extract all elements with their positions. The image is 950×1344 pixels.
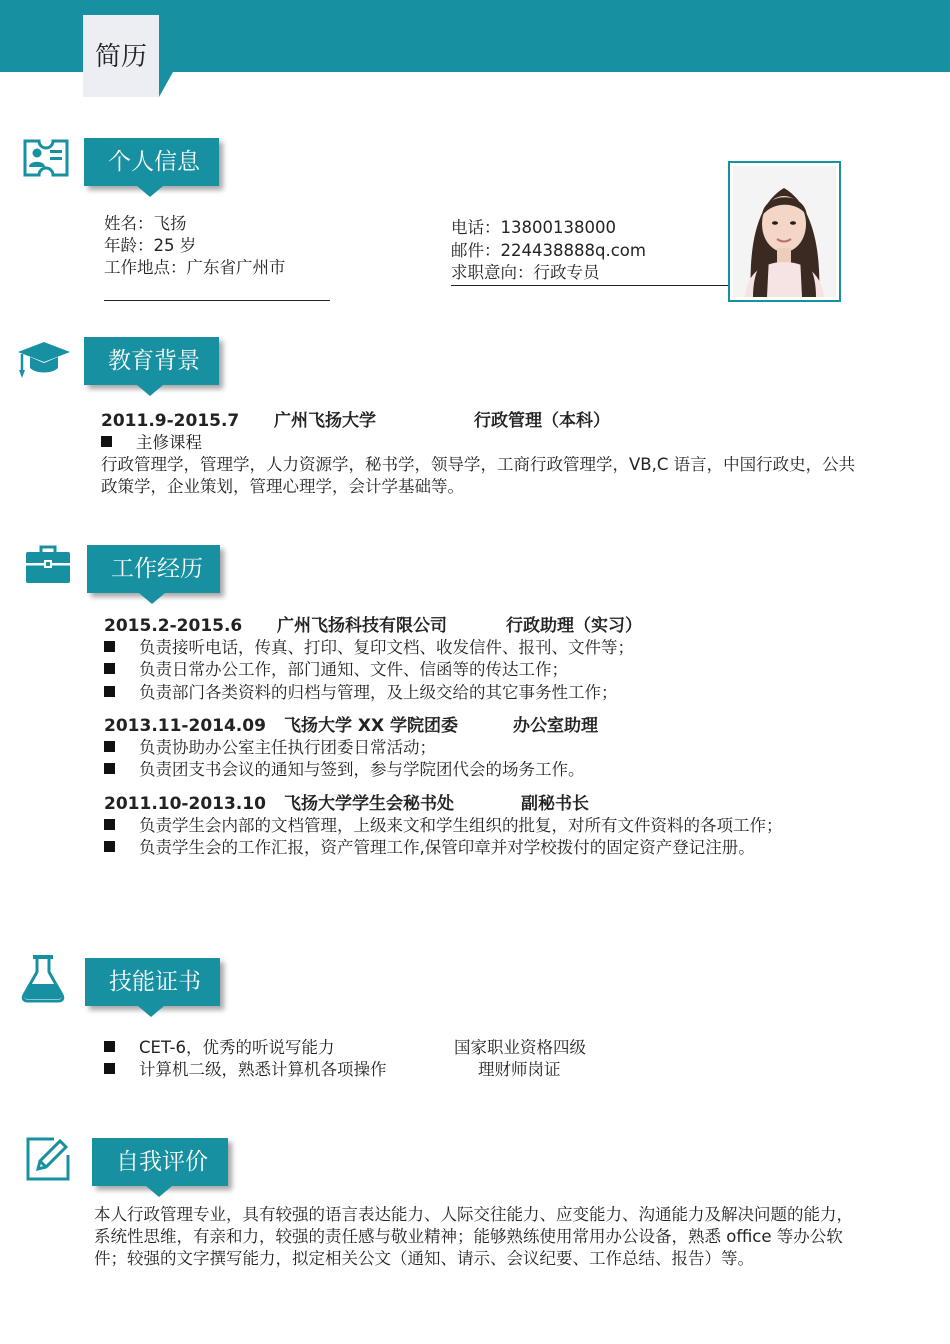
bullet-square: [104, 841, 115, 852]
header-tab-corner: [159, 72, 173, 97]
edu-major: 行政管理（本科）: [474, 411, 610, 431]
divider-line: [104, 300, 330, 301]
job-duty: [104, 659, 568, 681]
job-duty-text: 负责学生会内部的文档管理，上级来文和学生组织的批复，对所有文件资料的各项工作；: [139, 816, 783, 835]
personal-age: 年龄：25 岁: [104, 236, 197, 255]
id-card-icon: [22, 136, 70, 178]
self-evaluation-line: 本人行政管理专业，具有较强的语言表达能力、人际交往能力、应变能力、沟通能力及解决问题的能力，: [94, 1205, 853, 1224]
job-duty-text: 负责学生会的工作汇报，资产管理工作,保管印章并对学校拨付的固定资产登记注册。: [139, 838, 755, 857]
course-heading-text: 主修课程: [136, 433, 202, 452]
job-role: 办公室助理: [513, 716, 598, 736]
edit-icon: [24, 1135, 72, 1183]
flask-icon: [21, 953, 65, 1003]
graduation-cap-icon: [16, 336, 72, 380]
job-role: 行政助理（实习）: [506, 616, 642, 636]
job-duty-text: 负责日常办公工作，部门通知、文件、信函等的传达工作；: [139, 660, 568, 679]
section-notch: [138, 1006, 164, 1017]
job-org: 飞扬大学学生会秘书处: [284, 794, 454, 814]
personal-name: 姓名：飞扬: [104, 214, 187, 233]
bullet-square: [104, 819, 115, 830]
job-duty: [104, 682, 618, 704]
profile-photo: [728, 161, 841, 302]
job-duty: [104, 837, 755, 859]
job-duty-text: 负责协助办公室主任执行团委日常活动；: [139, 738, 436, 757]
edu-courses-line: 行政管理学，管理学，人力资源学，秘书学，领导学，工商行政管理学，VB,C 语言，中国行政史，公共: [101, 455, 856, 474]
job-duty: [104, 637, 634, 659]
section-header-work: 工作经历: [87, 545, 220, 593]
job-role: 副秘书长: [521, 794, 589, 814]
personal-email: 邮件：224438888q.com: [451, 241, 646, 260]
job-period: 2015.2-2015.6: [104, 616, 243, 636]
personal-phone: 电话：13800138000: [451, 218, 616, 237]
skill-item: [104, 1059, 387, 1081]
job-org: 广州飞扬科技有限公司: [277, 616, 447, 636]
edu-course-heading: [101, 432, 202, 454]
skill-text: 计算机二级，熟悉计算机各项操作: [139, 1060, 387, 1079]
edu-school: 广州飞扬大学: [274, 411, 376, 431]
job-duty-text: 负责部门各类资料的归档与管理，及上级交给的其它事务性工作；: [139, 683, 618, 702]
self-evaluation-line: 系统性思维，有亲和力，较强的责任感与敬业精神；能够熟练使用常用办公设备，熟悉 office 等办公软: [94, 1227, 843, 1246]
section-notch: [137, 186, 163, 197]
edu-courses-line: 政策学，企业策划，管理心理学，会计学基础等。: [101, 477, 464, 496]
section-header-self: 自我评价: [92, 1138, 228, 1186]
job-period: 2011.10-2013.10: [104, 794, 266, 814]
section-notch: [137, 385, 163, 396]
job-duty: [104, 737, 436, 759]
skill-text: CET-6，优秀的听说写能力: [139, 1038, 335, 1057]
edu-period: 2011.9-2015.7: [101, 411, 240, 431]
personal-objective: 求职意向：行政专员: [451, 263, 600, 282]
bullet-square: [104, 641, 115, 652]
page-title: 简历: [94, 42, 147, 72]
bullet-square: [104, 763, 115, 774]
section-header-skills: 技能证书: [85, 958, 220, 1006]
portrait-image: [733, 166, 836, 297]
bullet-square: [104, 686, 115, 697]
section-notch: [139, 593, 165, 604]
self-evaluation-line: 件；较强的文字撰写能力，拟定相关公文（通知、请示、会议纪要、工作总结、报告）等。: [94, 1249, 754, 1268]
section-notch: [146, 1186, 172, 1197]
personal-location: 工作地点：广东省广州市: [104, 258, 286, 277]
section-header-education: 教育背景: [84, 337, 219, 385]
bullet-square: [104, 663, 115, 674]
job-duty: [104, 815, 783, 837]
divider-line: [451, 285, 757, 286]
job-duty: [104, 759, 585, 781]
skill-item: [104, 1037, 334, 1059]
job-duty-text: 负责团支书会议的通知与签到，参与学院团代会的场务工作。: [139, 760, 585, 779]
job-period: 2013.11-2014.09: [104, 716, 266, 736]
briefcase-icon: [24, 543, 72, 585]
bullet-square: [104, 741, 115, 752]
bullet-square: [104, 1063, 115, 1074]
bullet-square: [101, 436, 112, 447]
bullet-square: [104, 1041, 115, 1052]
job-duty-text: 负责接听电话，传真、打印、复印文档、收发信件、报刊、文件等；: [139, 638, 634, 657]
job-org: 飞扬大学 XX 学院团委: [284, 716, 459, 736]
certificate-item: 理财师岗证: [478, 1060, 561, 1079]
certificate-item: 国家职业资格四级: [454, 1038, 586, 1057]
section-header-personal: 个人信息: [84, 138, 219, 186]
